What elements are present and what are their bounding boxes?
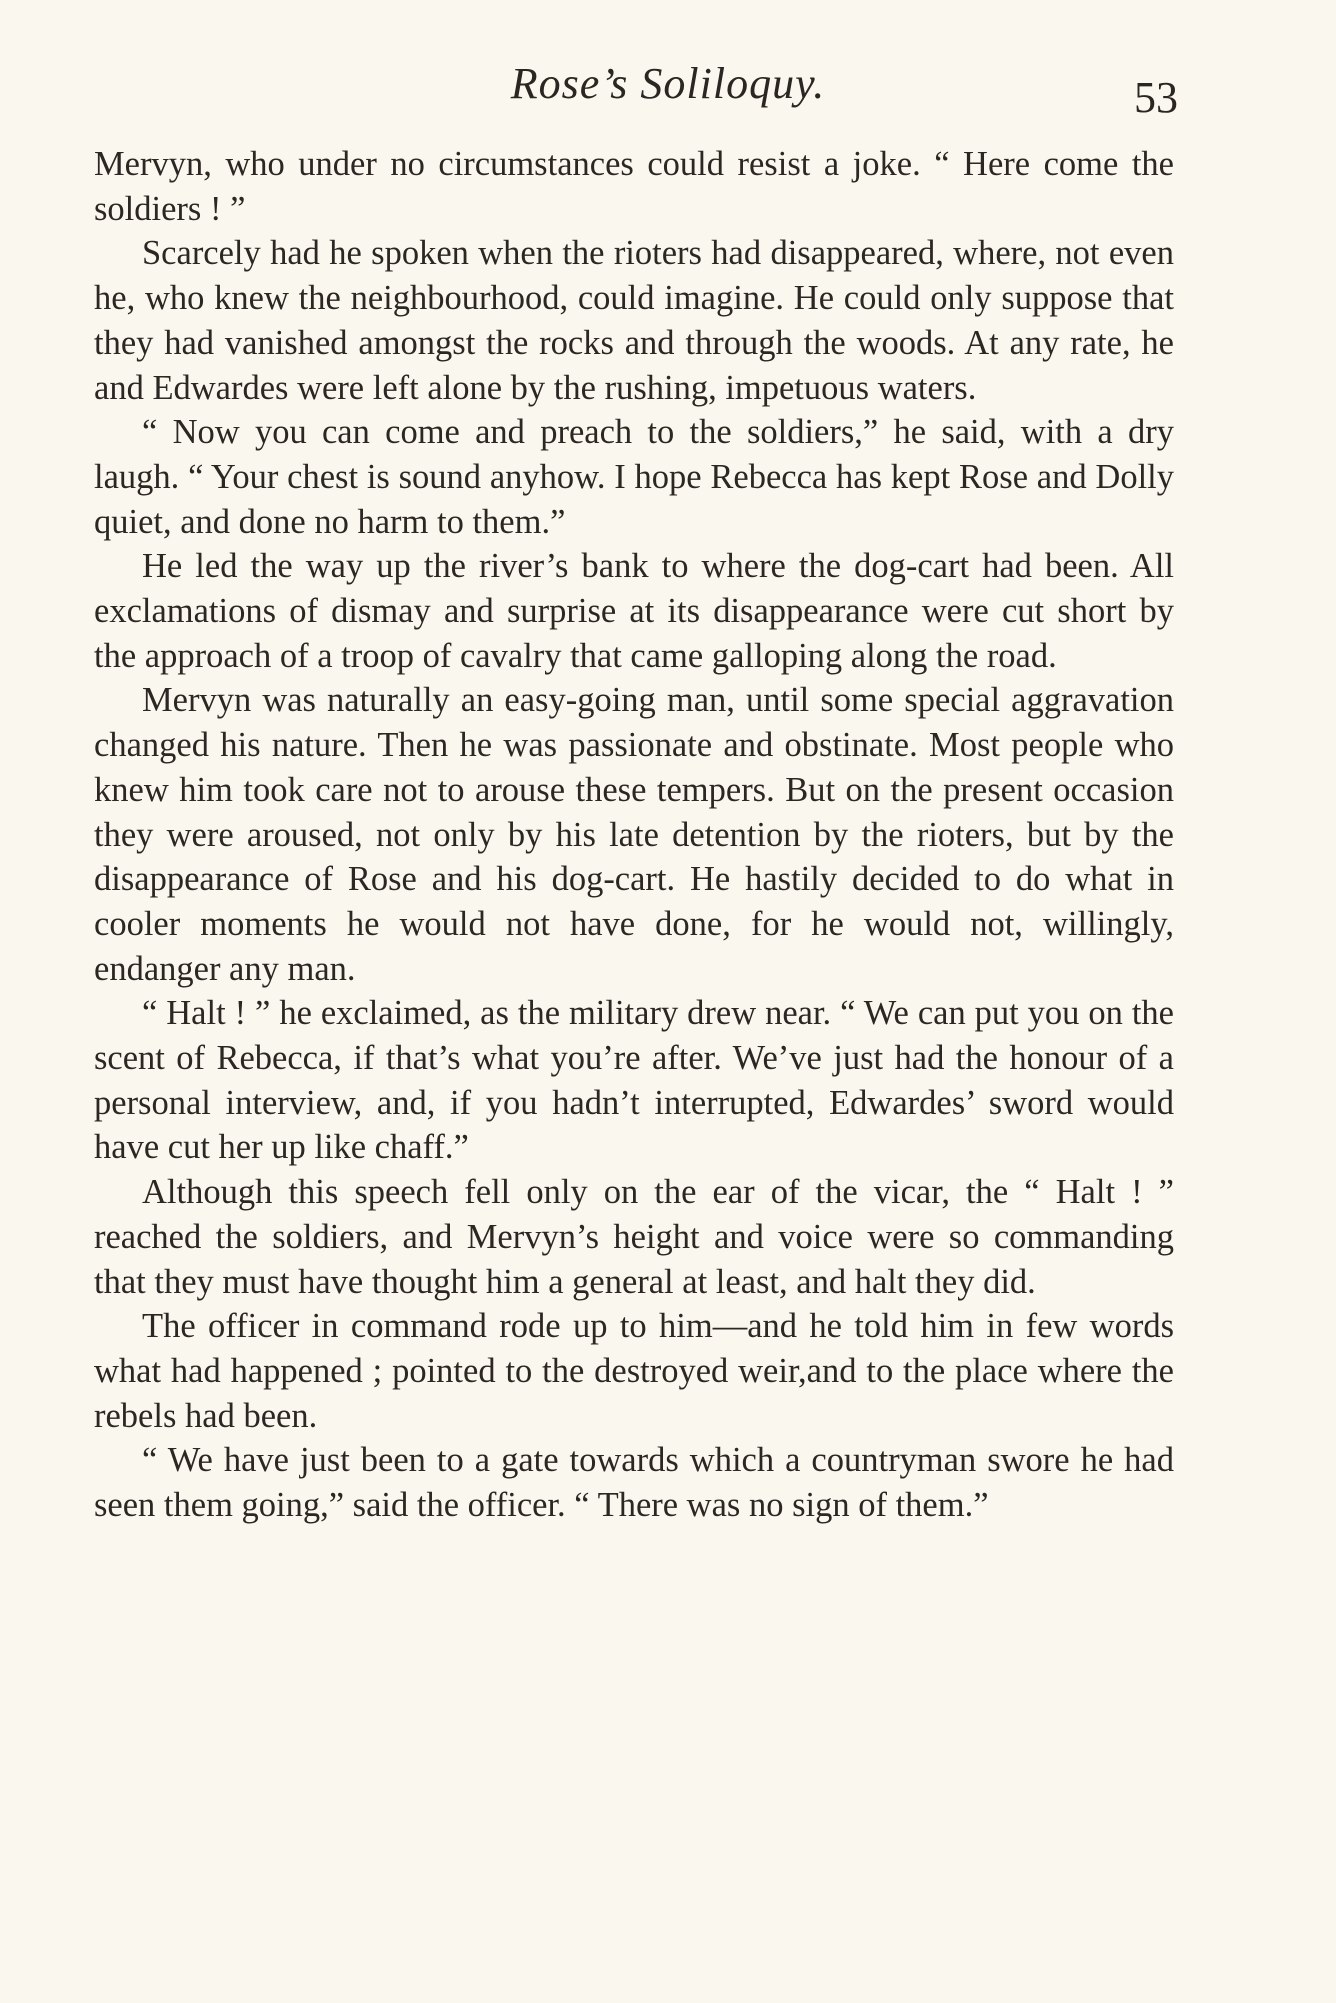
paragraph: “ Now you can come and preach to the soldiers,” he said, with a dry laugh. “ Your chest is sound anyhow. I hope Rebecca has kept Rose and Dolly quiet, and done no harm to them.” <box>94 413 1174 541</box>
paragraph: “ Halt ! ” he exclaimed, as the military drew near. “ We can put you on the scent of Rebecca, if that’s what you’re after. We’ve just had the honour of a personal interview, and, if you hadn’t interrupted, Edwardes’ sword would have cut her up like chaff.” <box>94 994 1174 1167</box>
paragraph: He led the way up the river’s bank to where the dog-cart had been. All exclamations of dismay and surprise at its disappearance were cut short by the approach of a troop of cavalry that came galloping along the road. <box>94 547 1174 675</box>
body-text <box>94 142 1174 1528</box>
paragraph: The officer in command rode up to him—and he told him in few words what had happened ; pointed to the destroyed weir,and to the place where the rebels had been. <box>94 1307 1174 1435</box>
paragraph: Scarcely had he spoken when the rioters had disappeared, where, not even he, who knew the neighbourhood, could imagine. He could only suppose that they had vanished amongst the rocks and through the woods. At any rate, he and Edwardes were left alone by the rushing, impetuous waters. <box>94 234 1174 407</box>
paragraph: Mervyn, who under no circumstances could resist a joke. “ Here come the soldiers ! ” <box>94 145 1174 228</box>
page-number: 53 <box>1134 73 1178 122</box>
paragraph: “ We have just been to a gate towards which a countryman swore he had seen them going,” said the officer. “ There was no sign of them.” <box>94 1441 1174 1525</box>
paragraph: Although this speech fell only on the ear of the vicar, the “ Halt ! ” reached the soldiers, and Mervyn’s height and voice were so commanding that they must have thought him a general at least, and halt they did. <box>94 1173 1174 1301</box>
running-head <box>0 52 1336 122</box>
paragraph: Mervyn was naturally an easy-going man, until some special aggravation changed his nature. Then he was passionate and obstinate. Most people who knew him took care not to arouse these tempers. But on the present occasion they were aroused, not only by his late detention by the rioters, but by the disappearance of Rose and his dog-cart. He hastily decided to do what in cooler moments he would not have done, for he would not, willingly, endanger any man. <box>94 681 1174 988</box>
running-title: Rose’s Soliloquy. <box>510 59 826 108</box>
